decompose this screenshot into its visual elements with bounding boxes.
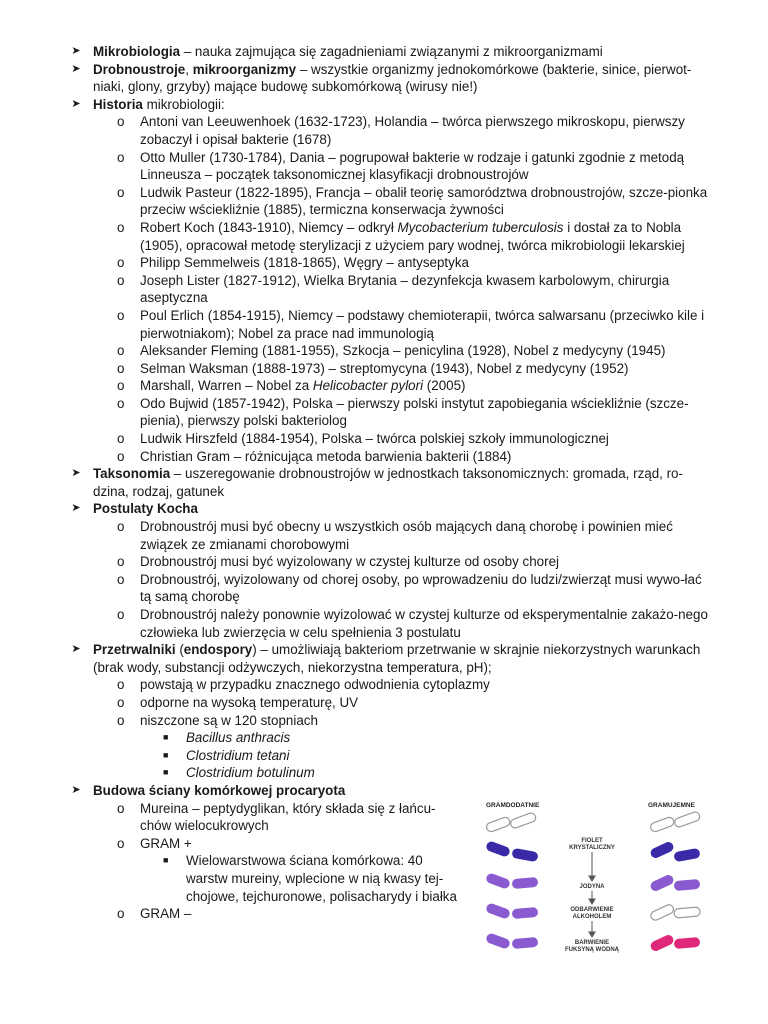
bacterium bbox=[509, 812, 537, 829]
bacterium bbox=[649, 903, 675, 921]
species-name: Helicobacter pylori bbox=[312, 378, 424, 394]
term: endospory bbox=[183, 642, 253, 658]
species-entry bbox=[0, 747, 768, 765]
entry-text: Ludwik Hirszfeld (1884-1954), Polska – twórca polskiej szkoły immunologicznej bbox=[140, 431, 609, 447]
circle-bullet-icon: o bbox=[117, 571, 125, 587]
entry-text: i dostał za to Nobla (1905), opracował metodę sterylizacji z użyciem pary wodnej, twórca mikrobiologii lekarskiej bbox=[140, 219, 685, 253]
entry-text: powstają w przypadku znacznego odwodnienia cytoplazmy bbox=[140, 677, 490, 693]
circle-bullet-icon: o bbox=[117, 307, 125, 323]
circle-bullet-icon: o bbox=[117, 149, 125, 165]
circle-bullet-icon: o bbox=[117, 800, 125, 816]
term: Mikrobiologia bbox=[93, 44, 181, 59]
bacterium bbox=[485, 816, 511, 833]
arrow-bullet-icon: ➤ bbox=[71, 467, 81, 480]
species-name: Bacillus anthracis bbox=[186, 730, 291, 746]
arrow-bullet-icon: ➤ bbox=[71, 643, 81, 656]
gram-staining-diagram bbox=[478, 798, 706, 960]
spore-entry bbox=[0, 694, 768, 712]
postulate-entry bbox=[0, 571, 768, 606]
entry-text: Christian Gram – różnicująca metoda barwienia bakterii (1884) bbox=[140, 448, 512, 464]
item-przetrwalniki bbox=[0, 641, 768, 676]
history-entry bbox=[0, 307, 768, 342]
bacterium bbox=[673, 848, 700, 862]
history-entry bbox=[0, 430, 768, 448]
entry-text: Drobnoustrój, wyizolowany od chorej osoby, po wprowadzeniu do ludzi/zwierząt musi wywo-łać tą samą chorobę bbox=[140, 571, 702, 605]
entry-text: Marshall, Warren – Nobel za bbox=[140, 378, 313, 394]
definition: – uszeregowanie drobnoustrojów w jednostkach taksonomicznych: gromada, rząd, ro-dzina, rodzaj, gatunek bbox=[93, 466, 683, 499]
entry-text: Drobnoustrój należy ponownie wyizolować w czystej kulturze od eksperymentalnie zakażo-nego człowieka lub zwierzęcia w celu spełnienia 3 postulatu bbox=[140, 607, 708, 640]
gram-negative-header: GRAMUJEMNE bbox=[648, 802, 695, 809]
entry-text: Selman Waksman (1888-1973) – streptomycyna (1943), Nobel z medycyny (1952) bbox=[140, 360, 629, 376]
term: Postulaty Kocha bbox=[93, 501, 198, 517]
term: Przetrwalniki bbox=[93, 642, 176, 658]
item-mikrobiologia bbox=[0, 43, 768, 61]
history-entry bbox=[0, 184, 768, 219]
item-taksonomia bbox=[0, 465, 768, 500]
bacterium bbox=[485, 902, 511, 920]
circle-bullet-icon: o bbox=[117, 712, 125, 728]
bacterium bbox=[649, 816, 675, 833]
entry-text: Antoni van Leeuwenhoek (1632-1723), Holandia – twórca pierwszego mikroskopu, pierwszy zobaczył i opisał bakterie (1678) bbox=[140, 114, 685, 147]
history-entry bbox=[0, 448, 768, 466]
postulate-entry bbox=[0, 518, 768, 553]
entry-text: GRAM + bbox=[140, 835, 192, 851]
bacterium bbox=[649, 933, 675, 952]
entry-text: Wielowarstwowa ściana komórkowa: 40 warstw mureiny, wplecione w nią kwasy tej-chojowe, tejchuronowe, polisacharydy i białka bbox=[186, 853, 457, 904]
separator: , bbox=[185, 61, 193, 77]
entry-text: Robert Koch (1843-1910), Niemcy – odkrył bbox=[140, 219, 398, 235]
circle-bullet-icon: o bbox=[117, 219, 125, 235]
step-label-fuchsin: FUKSYNĄ WODNĄ bbox=[565, 947, 619, 953]
item-budowa bbox=[0, 782, 768, 800]
bacterium bbox=[485, 872, 511, 890]
definition: ) – umożliwiają bakteriom przetrwanie w skrajnie niekorzystnych warunkach (brak wody, substancji odżywczych, niekorzystna temperatura, pH); bbox=[93, 642, 701, 675]
term: Taksonomia bbox=[93, 466, 171, 482]
entry-text: Drobnoustrój musi być obecny u wszystkich osób mających daną chorobę i powinien mieć związek ze zmianami chorobowymi bbox=[140, 519, 673, 552]
bacterium bbox=[674, 879, 701, 891]
circle-bullet-icon: o bbox=[117, 694, 125, 710]
gram-positive-header: GRAMDODATNIE bbox=[486, 802, 540, 809]
history-entry bbox=[0, 360, 768, 378]
bacterium bbox=[674, 937, 701, 949]
gram-staining-figure bbox=[478, 798, 706, 960]
bacterium bbox=[512, 937, 539, 949]
history-entry bbox=[0, 254, 768, 272]
arrow-bullet-icon: ➤ bbox=[71, 62, 81, 75]
history-entry bbox=[0, 219, 768, 254]
entry-text: (2005) bbox=[423, 378, 466, 394]
bacterium bbox=[649, 873, 675, 892]
circle-bullet-icon: o bbox=[117, 519, 125, 535]
arrow-bullet-icon: ➤ bbox=[71, 97, 81, 110]
entry-text: Joseph Lister (1827-1912), Wielka Brytania – dezynfekcja kwasem karbolowym, chirurgia aseptyczna bbox=[140, 272, 670, 306]
species-name: Mycobacterium tuberculosis bbox=[397, 219, 564, 235]
species-name: Clostridium botulinum bbox=[186, 765, 315, 781]
entry-text: Mureina – peptydyglikan, który składa się z łańcu-chów wielocukrowych bbox=[140, 800, 436, 834]
circle-bullet-icon: o bbox=[117, 835, 125, 851]
entry-text: Poul Erlich (1854-1915), Niemcy – podstawy chemioterapii, twórca salwarsanu (przeciwko kile i pierwotniakom); Nobel za prace nad immunologią bbox=[140, 307, 705, 341]
bacterium bbox=[485, 932, 511, 950]
arrow-bullet-icon: ➤ bbox=[71, 783, 81, 796]
circle-bullet-icon: o bbox=[117, 255, 125, 271]
step-label-decolorization: ODBARWIENIE bbox=[570, 907, 614, 913]
entry-text: odporne na wysoką temperaturę, UV bbox=[140, 694, 359, 710]
entry-text: Drobnoustrój musi być wyizolowany w czystej kulturze od osoby chorej bbox=[140, 554, 560, 570]
history-entry bbox=[0, 149, 768, 184]
bacterium bbox=[674, 907, 701, 918]
item-postulaty bbox=[0, 500, 768, 518]
entry-text: Aleksander Fleming (1881-1955), Szkocja – penicylina (1928), Nobel z medycyny (1945) bbox=[140, 343, 666, 359]
square-bullet-icon: ■ bbox=[163, 855, 169, 866]
species-entry bbox=[0, 764, 768, 782]
step-label-fuchsin: BARWIENIE bbox=[574, 940, 610, 946]
arrow-bullet-icon: ➤ bbox=[71, 502, 81, 515]
item-historia bbox=[0, 96, 768, 114]
definition: – nauka zajmująca się zagadnieniami związanymi z mikroorganizmami bbox=[180, 44, 603, 59]
history-entry bbox=[0, 272, 768, 307]
definition: – wszystkie organizmy jednokomórkowe (bakterie, sinice, pierwot-niaki, glony, grzyby) mające budowę subkomórkową (wirusy nie!) bbox=[93, 61, 692, 95]
history-entry bbox=[0, 377, 768, 395]
spore-entry bbox=[0, 712, 768, 730]
postulate-entry bbox=[0, 606, 768, 641]
bacterium bbox=[649, 840, 675, 859]
circle-bullet-icon: o bbox=[117, 360, 125, 376]
term: mikroorganizmy bbox=[192, 61, 297, 77]
entry-text: Ludwik Pasteur (1822-1895), Francja – obalił teorię samorództwa drobnoustrojów, szcze-pionka przeciw wściekliźnie (1885), termiczna konserwacja żywności bbox=[140, 184, 708, 218]
bacterium bbox=[485, 840, 511, 858]
species-name: Clostridium tetani bbox=[186, 747, 290, 763]
circle-bullet-icon: o bbox=[117, 906, 125, 922]
history-entry bbox=[0, 395, 768, 430]
square-bullet-icon: ■ bbox=[163, 749, 169, 760]
circle-bullet-icon: o bbox=[117, 395, 125, 411]
bacterium bbox=[512, 877, 539, 889]
circle-bullet-icon: o bbox=[117, 607, 125, 622]
bacterium bbox=[511, 848, 538, 862]
term: Historia bbox=[93, 96, 143, 112]
down-arrow-icon bbox=[589, 852, 595, 937]
species-entry bbox=[0, 729, 768, 747]
arrow-bullet-icon: ➤ bbox=[71, 45, 81, 57]
term: Budowa ściany komórkowej procaryota bbox=[93, 782, 346, 798]
step-label-iodine: JODYNA bbox=[579, 884, 605, 890]
circle-bullet-icon: o bbox=[117, 184, 125, 200]
circle-bullet-icon: o bbox=[117, 272, 125, 288]
circle-bullet-icon: o bbox=[117, 343, 125, 359]
definition: mikrobiologii: bbox=[142, 96, 225, 112]
bacterium bbox=[512, 907, 539, 919]
history-entry bbox=[0, 113, 768, 148]
circle-bullet-icon: o bbox=[117, 448, 125, 464]
step-label-crystal-violet: KRYSTALICZNY bbox=[569, 845, 615, 851]
circle-bullet-icon: o bbox=[117, 114, 125, 130]
square-bullet-icon: ■ bbox=[163, 767, 169, 778]
history-entry bbox=[0, 342, 768, 360]
bacterium bbox=[673, 811, 701, 828]
step-label-crystal-violet: FIOLET bbox=[581, 838, 603, 844]
item-drobnoustroje bbox=[0, 61, 768, 96]
term: Drobnoustroje bbox=[93, 61, 186, 77]
entry-text: Philipp Semmelweis (1818-1865), Węgry – antyseptyka bbox=[140, 255, 469, 271]
separator: ( bbox=[175, 642, 184, 658]
circle-bullet-icon: o bbox=[117, 677, 125, 693]
step-label-decolorization: ALKOHOLEM bbox=[572, 914, 612, 920]
entry-text: Odo Bujwid (1857-1942), Polska – pierwszy polski instytut zapobiegania wściekliźnie (szcze-pienia), pierwszy polski bakteriolog bbox=[140, 395, 689, 429]
entry-text: GRAM – bbox=[140, 906, 192, 922]
entry-text: niszczone są w 120 stopniach bbox=[140, 712, 318, 728]
entry-text: Otto Muller (1730-1784), Dania – pogrupował bakterie w rodzaje i gatunki zgodnie z metodą Linneusza – początek taksonomicznej klasyfikacji drobnoustrojów bbox=[140, 149, 685, 183]
circle-bullet-icon: o bbox=[117, 378, 125, 394]
circle-bullet-icon: o bbox=[117, 554, 125, 570]
postulate-entry bbox=[0, 553, 768, 571]
square-bullet-icon: ■ bbox=[163, 732, 169, 743]
spore-entry bbox=[0, 676, 768, 694]
bacteria-row-unstained bbox=[485, 811, 701, 833]
circle-bullet-icon: o bbox=[117, 431, 125, 447]
